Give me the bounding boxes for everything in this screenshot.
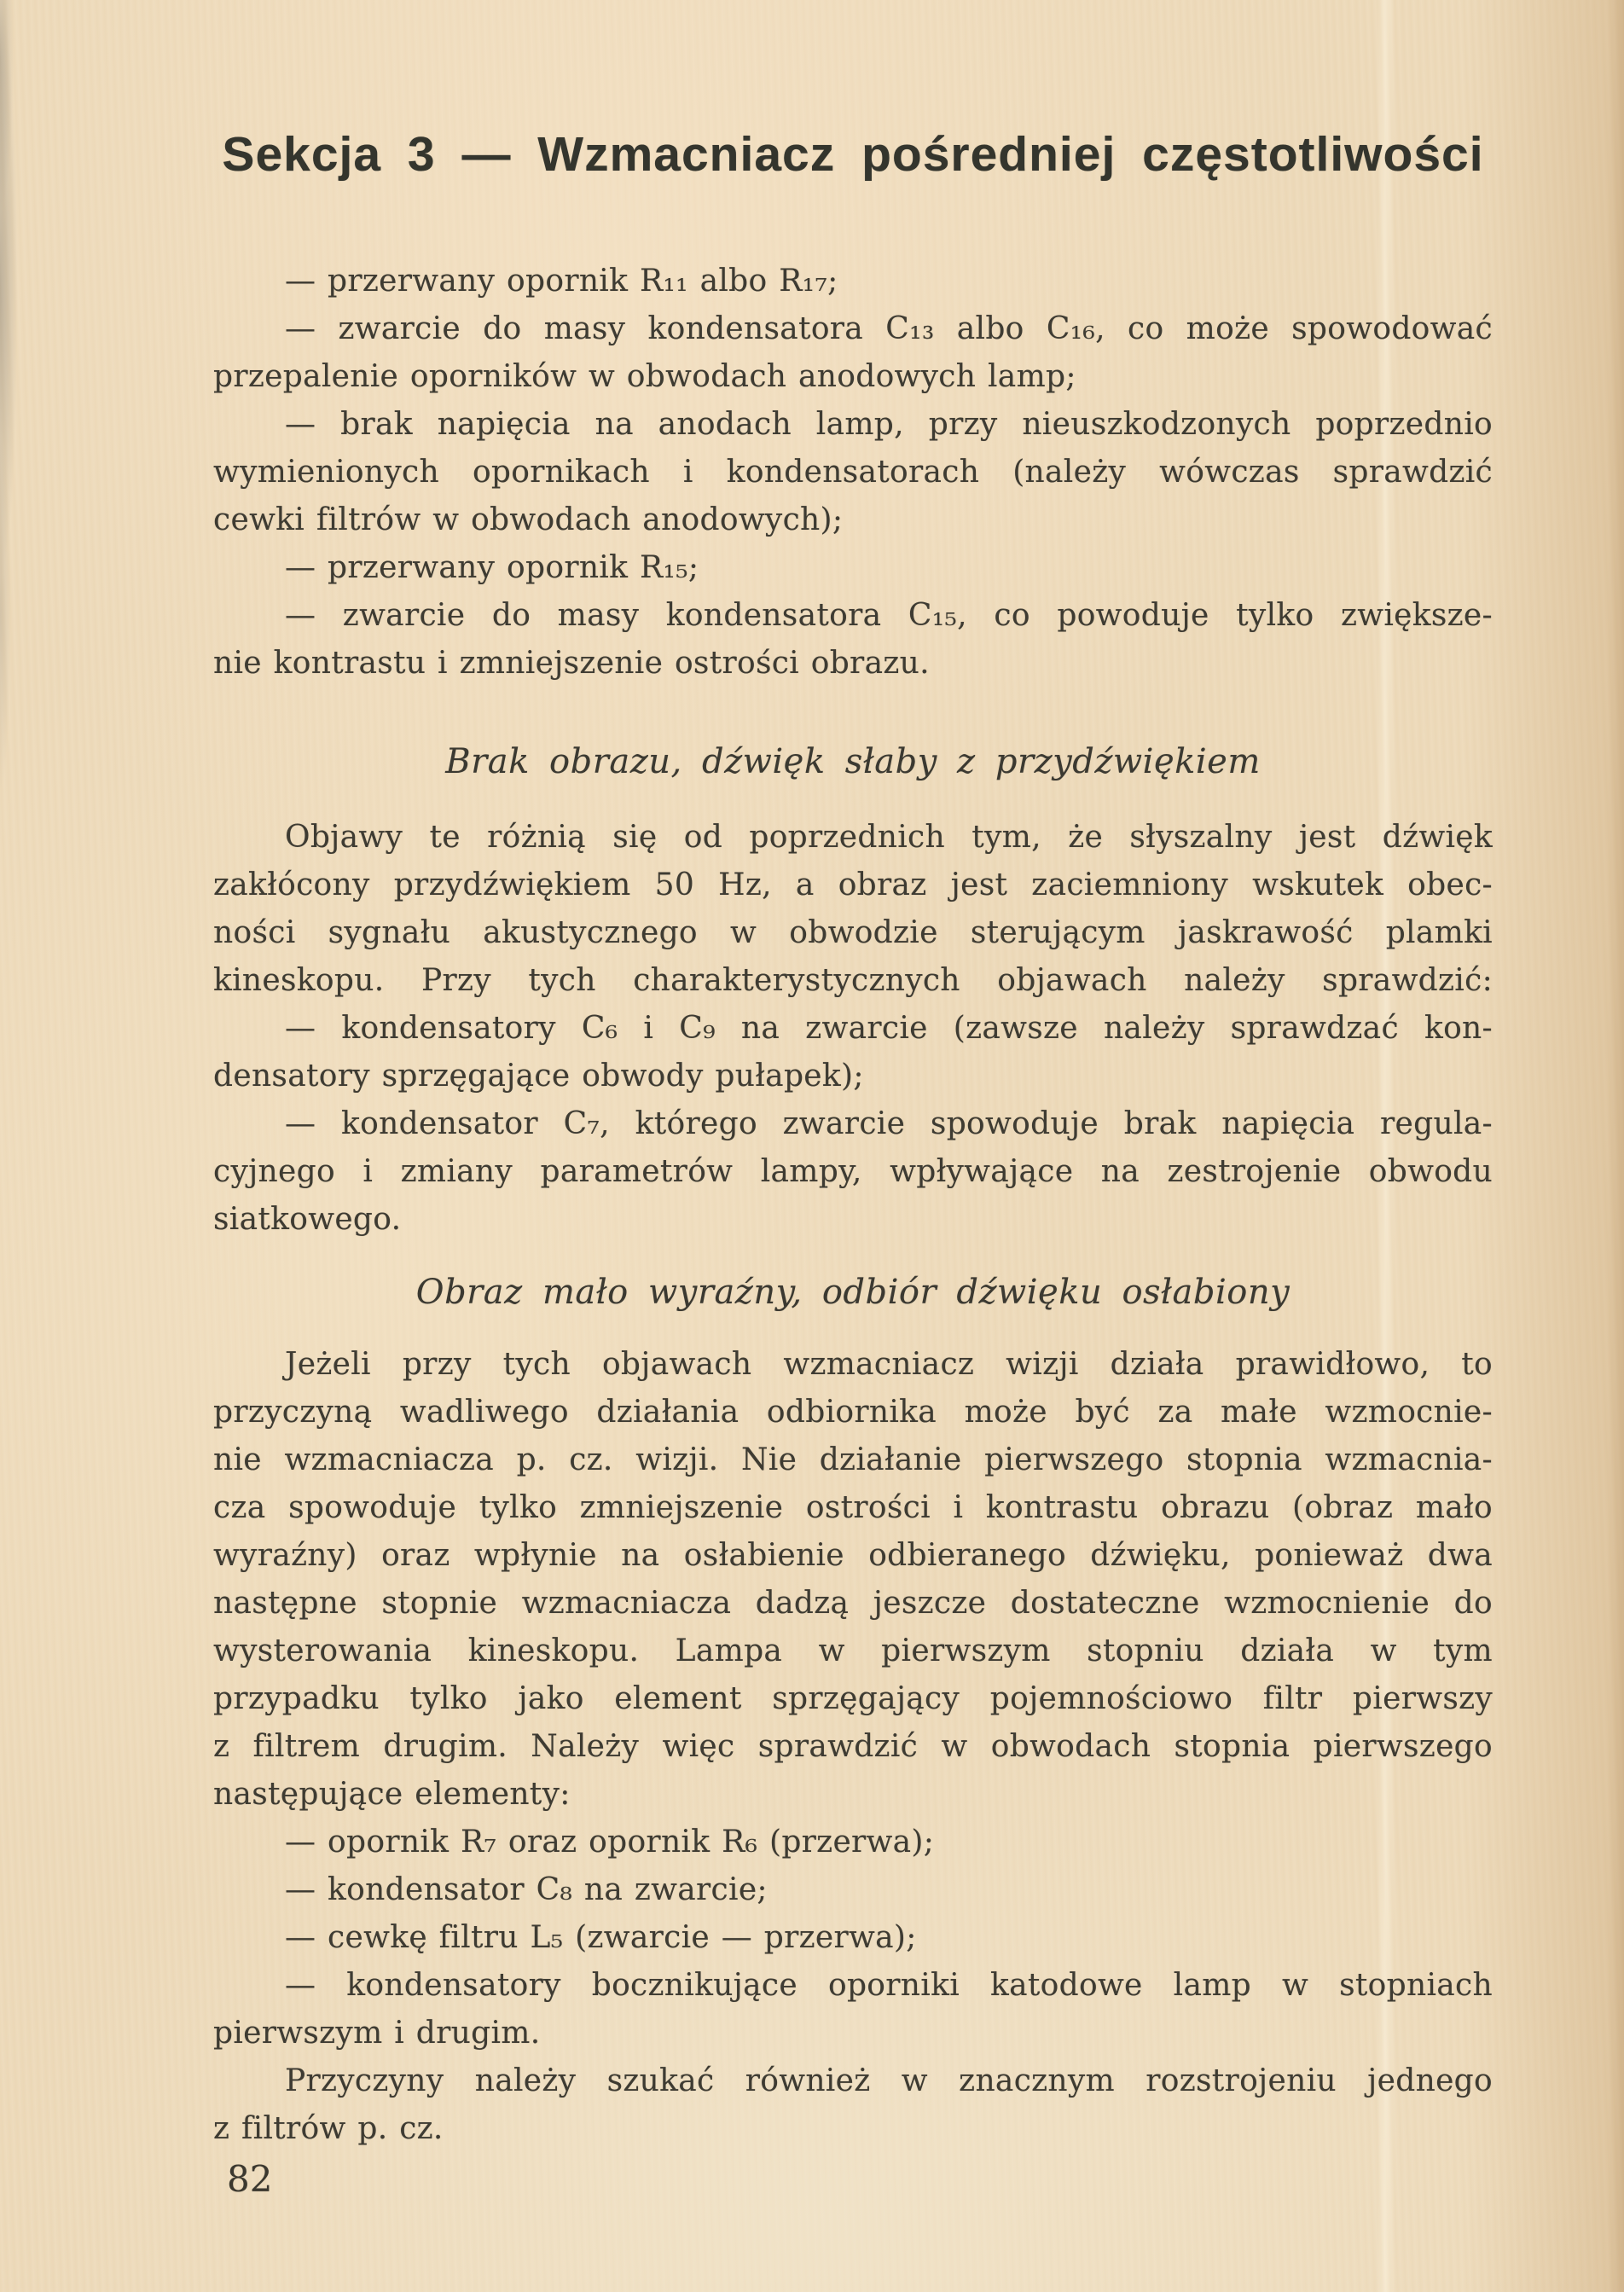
list-item — [213, 544, 1493, 592]
list-item — [213, 258, 1493, 305]
text-line: nie wzmacniacza p. cz. wizji. Nie działanie pierwszego stopnia wzmacnia- — [213, 1442, 1493, 1477]
text-line: kineskopu. Przy tych charakterystycznych objawach należy sprawdzić: — [213, 963, 1493, 998]
list-item — [213, 1100, 1493, 1244]
text-line: — przerwany opornik R₁₁ albo R₁₇; — [285, 264, 838, 299]
text-line: — opornik R₇ oraz opornik R₆ (przerwa); — [285, 1825, 935, 1860]
text-line: nie kontrastu i zmniejszenie ostrości obrazu. — [213, 646, 930, 681]
section-heading: Obraz mało wyraźny, odbiór dźwięku osłabiony — [415, 1273, 1290, 1312]
list-item — [213, 1962, 1493, 2057]
text-line: zakłócony przydźwiękiem 50 Hz, a obraz jest zaciemniony wskutek obec- — [213, 867, 1493, 902]
text-line: — kondensatory C₆ i C₉ na zwarcie (zawsze należy sprawdzać kon- — [285, 1011, 1493, 1046]
page-body — [213, 258, 1493, 2153]
text-line: przepalenie oporników w obwodach anodowych lamp; — [213, 359, 1076, 394]
list-item — [213, 1819, 1493, 1866]
text-line: — zwarcie do masy kondensatora C₁₃ albo C₁₆, co może spowodować — [285, 311, 1493, 346]
text-line: cza spowoduje tylko zmniejszenie ostrości i kontrastu obrazu (obraz mało — [213, 1490, 1493, 1525]
paragraph — [213, 814, 1493, 1005]
text-line: z filtrów p. cz. — [213, 2111, 444, 2146]
text-line: — kondensator C₇, którego zwarcie spowoduje brak napięcia regula- — [285, 1106, 1493, 1141]
list-item — [213, 592, 1493, 688]
text-line: cewki filtrów w obwodach anodowych); — [213, 502, 844, 537]
text-line: Jeżeli przy tych objawach wzmacniacz wizji działa prawidłowo, to — [285, 1347, 1493, 1382]
text-line: — przerwany opornik R₁₅; — [285, 550, 699, 585]
text-line: densatory sprzęgające obwody pułapek); — [213, 1059, 864, 1094]
text-line: następujące elementy: — [213, 1777, 571, 1812]
text-line: — brak napięcia na anodach lamp, przy nieuszkodzonych poprzednio — [285, 407, 1493, 442]
section-heading: Brak obrazu, dźwięk słaby z przydźwiękiem — [445, 742, 1261, 781]
text-line: ności sygnału akustycznego w obwodzie sterującym jaskrawość plamki — [213, 915, 1493, 950]
text-line: — kondensator C₈ na zwarcie; — [285, 1872, 768, 1907]
text-line: z filtrem drugim. Należy więc sprawdzić w obwodach stopnia pierwszego — [213, 1729, 1493, 1764]
page-title: Sekcja 3 — Wzmacniacz pośredniej częstotliwości — [222, 127, 1484, 182]
text-line: — cewkę filtru L₅ (zwarcie — przerwa); — [285, 1920, 917, 1955]
text-line: wysterowania kineskopu. Lampa w pierwszym stopniu działa w tym — [213, 1633, 1493, 1668]
paragraph — [213, 1341, 1493, 1819]
text-line: pierwszym i drugim. — [213, 2016, 541, 2051]
text-line: wyraźny) oraz wpłynie na osłabienie odbieranego dźwięku, ponieważ dwa — [213, 1538, 1493, 1573]
list-item — [213, 401, 1493, 544]
list-item — [213, 1866, 1493, 1914]
list-item — [213, 1005, 1493, 1100]
list-item — [213, 305, 1493, 401]
text-line: Objawy te różnią się od poprzednich tym, że słyszalny jest dźwięk — [285, 820, 1493, 855]
text-line: siatkowego. — [213, 1202, 402, 1237]
text-line: — kondensatory bocznikujące oporniki katodowe lamp w stopniach — [285, 1968, 1493, 2003]
text-line: następne stopnie wzmacniacza dadzą jeszcze dostateczne wzmocnienie do — [213, 1586, 1493, 1621]
text-line: — zwarcie do masy kondensatora C₁₅, co powoduje tylko zwiększe- — [285, 598, 1493, 633]
text-line: przypadku tylko jako element sprzęgający pojemnościowo filtr pierwszy — [213, 1681, 1493, 1716]
page-number: 82 — [227, 2158, 273, 2200]
text-line: cyjnego i zmiany parametrów lampy, wpływające na zestrojenie obwodu — [213, 1154, 1493, 1189]
list-item — [213, 1914, 1493, 1962]
paragraph — [213, 2057, 1493, 2153]
text-line: przyczyną wadliwego działania odbiornika może być za małe wzmocnie- — [213, 1395, 1493, 1430]
text-line: wymienionych opornikach i kondensatorach (należy wówczas sprawdzić — [213, 455, 1493, 490]
text-line: Przyczyny należy szukać również w znacznym rozstrojeniu jednego — [285, 2063, 1493, 2098]
